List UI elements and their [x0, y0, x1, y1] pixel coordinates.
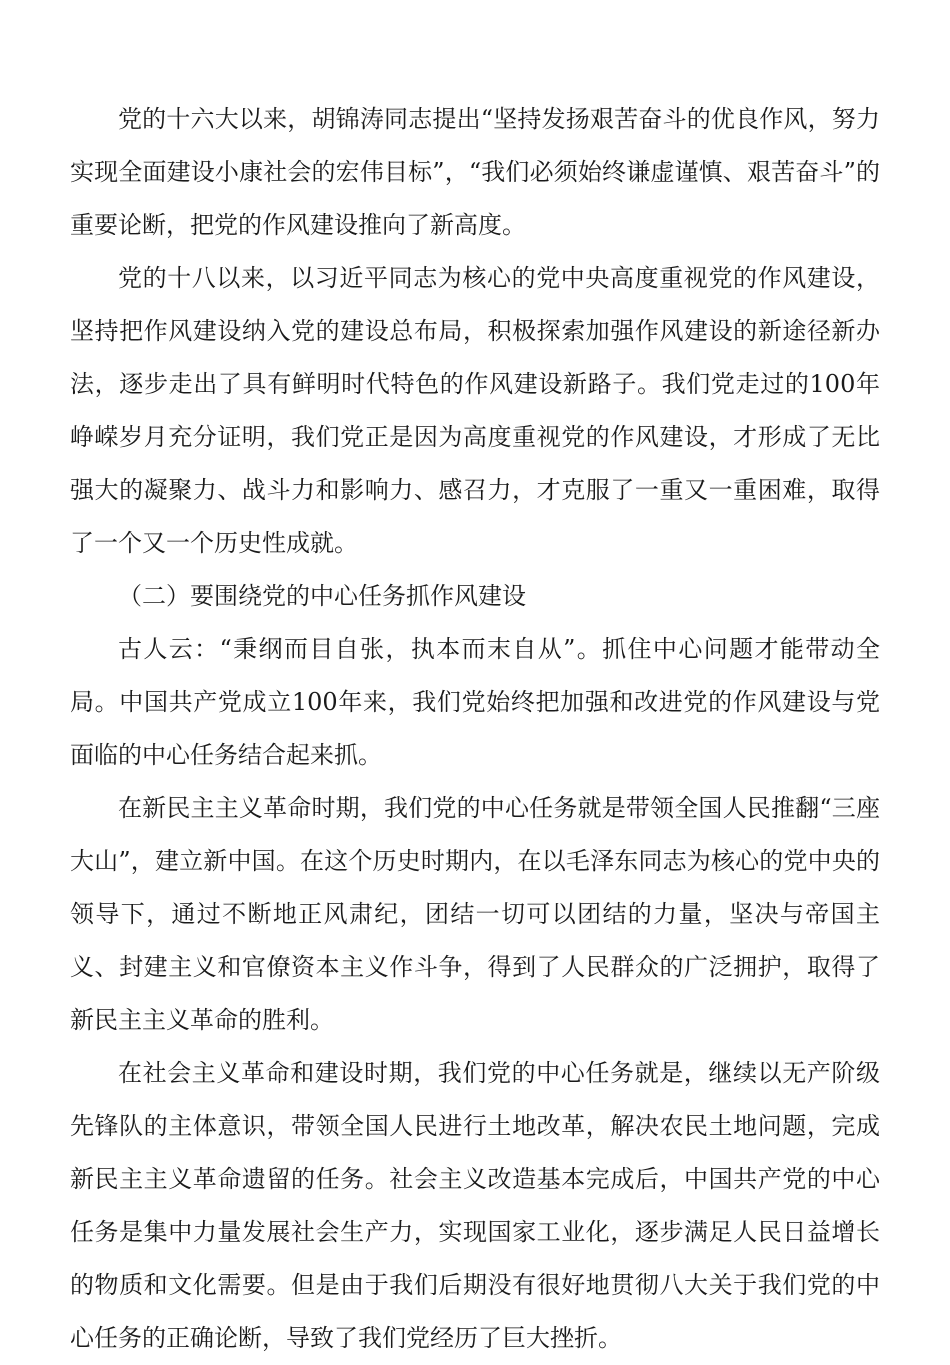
paragraph-3: 古人云：“秉纲而目自张，执本而末自从”。抓住中心问题才能带动全局。中国共产党成立100年来，我们党始终把加强和改进党的作风建设与党面临的中心任务结合起来抓。 [70, 635, 880, 769]
paragraph-2: 党的十八以来，以习近平同志为核心的党中央高度重视党的作风建设，坚持把作风建设纳入党的建设总布局，积极探索加强作风建设的新途径新办法，逐步走出了具有鲜明时代特色的作风建设新路子。我们党走过的100年峥嵘岁月充分证明，我们党正是因为高度重视党的作风建设，才形成了无比强大的凝聚力、战斗力和影响力、感召力，才克服了一重又一重困难，取得了一个又一个历史性成就。 [70, 264, 880, 557]
paragraph-1: 党的十六大以来，胡锦涛同志提出“坚持发扬艰苦奋斗的优良作风，努力实现全面建设小康社会的宏伟目标”，“我们必须始终谦虚谨慎、艰苦奋斗”的重要论断，把党的作风建设推向了新高度。 [70, 105, 880, 239]
document-body [70, 93, 880, 1365]
paragraph-5: 在社会主义革命和建设时期，我们党的中心任务就是，继续以无产阶级先锋队的主体意识，带领全国人民进行土地改革，解决农民土地问题，完成新民主主义革命遗留的任务。社会主义改造基本完成后，中国共产党的中心任务是集中力量发展社会生产力，实现国家工业化，逐步满足人民日益增长的物质和文化需要。但是由于我们后期没有很好地贯彻八大关于我们党的中心任务的正确论断，导致了我们党经历了巨大挫折。 [70, 1059, 880, 1352]
section-heading: （二）要围绕党的中心任务抓作风建设 [118, 582, 526, 610]
paragraph-4: 在新民主主义革命时期，我们党的中心任务就是带领全国人民推翻“三座大山”，建立新中国。在这个历史时期内，在以毛泽东同志为核心的党中央的领导下，通过不断地正风肃纪，团结一切可以团结的力量，坚决与帝国主义、封建主义和官僚资本主义作斗争，得到了人民群众的广泛拥护，取得了新民主主义革命的胜利。 [70, 794, 880, 1034]
